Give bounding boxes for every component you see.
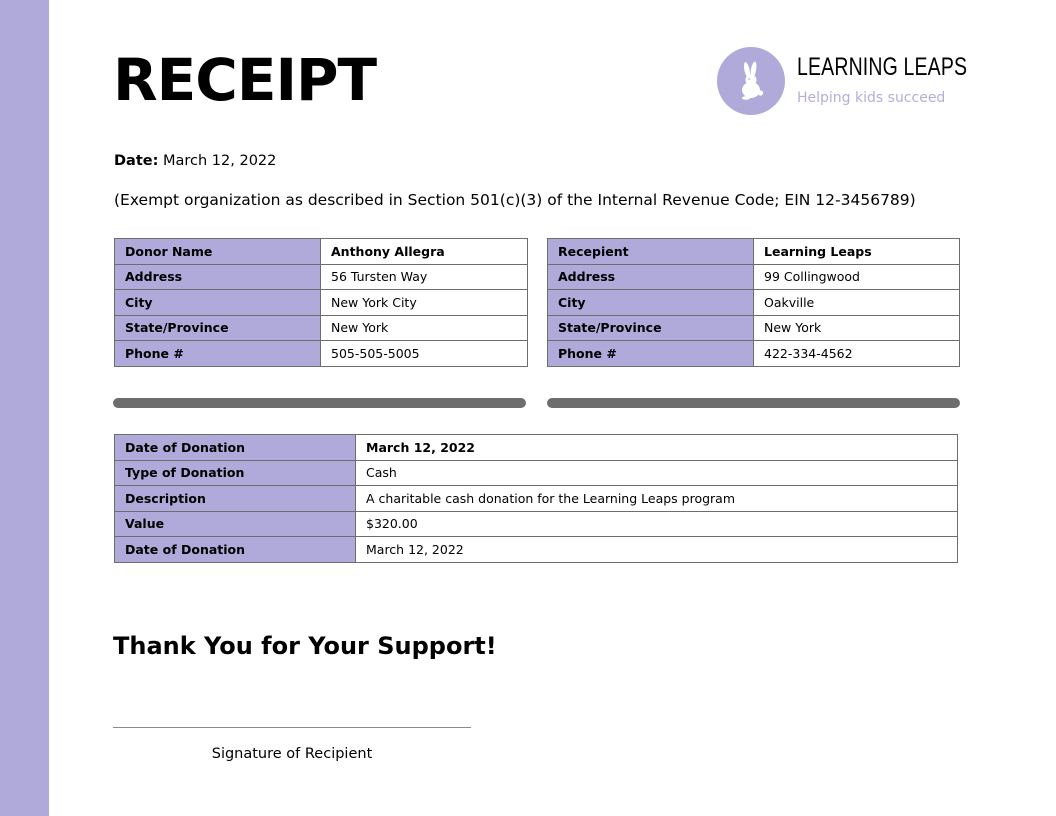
- table-row: [115, 511, 958, 537]
- table-row: [115, 315, 528, 341]
- section-divider-left: [113, 398, 526, 408]
- table-row: [115, 486, 958, 512]
- recipient-info-table: [547, 238, 960, 367]
- donor-phone-value: 505-505-5005: [321, 341, 528, 367]
- table-row: [115, 460, 958, 486]
- donor-city-value: New York City: [321, 290, 528, 316]
- recipient-state-value: New York: [754, 315, 960, 341]
- donation-date-label: Date of Donation: [115, 435, 356, 461]
- donation-value-amount: $320.00: [356, 511, 958, 537]
- exempt-organization-note: (Exempt organization as described in Section 501(c)(3) of the Internal Revenue Code; EIN 12-3456789): [114, 191, 916, 209]
- brand-logo: [717, 47, 785, 115]
- donor-info-table: [114, 238, 528, 367]
- signature-label: Signature of Recipient: [211, 746, 373, 762]
- donation-date-value: March 12, 2022: [356, 435, 958, 461]
- recipient-city-label: City: [548, 290, 754, 316]
- date-value: March 12, 2022: [163, 153, 277, 169]
- recipient-address-label: Address: [548, 264, 754, 290]
- signature-line: [113, 727, 471, 728]
- table-row: [548, 341, 960, 367]
- donation-date-value-repeat: March 12, 2022: [356, 537, 958, 563]
- donor-state-label: State/Province: [115, 315, 321, 341]
- table-row: [115, 537, 958, 563]
- donor-city-label: City: [115, 290, 321, 316]
- donor-name-label: Donor Name: [115, 239, 321, 265]
- rabbit-icon: [733, 61, 769, 101]
- table-row: [115, 290, 528, 316]
- side-accent-bar: [0, 0, 49, 816]
- recipient-phone-value: 422-334-4562: [754, 341, 960, 367]
- table-row: [548, 315, 960, 341]
- table-row: [548, 239, 960, 265]
- recipient-address-value: 99 Collingwood: [754, 264, 960, 290]
- table-row: [115, 435, 958, 461]
- table-row: [115, 341, 528, 367]
- section-divider-right: [547, 398, 960, 408]
- donation-type-label: Type of Donation: [115, 460, 356, 486]
- donor-state-value: New York: [321, 315, 528, 341]
- brand-name: LEARNING LEAPS: [797, 53, 968, 81]
- table-row: [115, 239, 528, 265]
- donation-description-label: Description: [115, 486, 356, 512]
- recipient-phone-label: Phone #: [548, 341, 754, 367]
- page-title: RECEIPT: [113, 46, 377, 114]
- date-label: Date:: [114, 153, 159, 169]
- table-row: [548, 264, 960, 290]
- recipient-city-value: Oakville: [754, 290, 960, 316]
- donor-phone-label: Phone #: [115, 341, 321, 367]
- donor-address-label: Address: [115, 264, 321, 290]
- donation-details-table: [114, 434, 958, 563]
- table-row: [115, 264, 528, 290]
- recipient-name-label: Recepient: [548, 239, 754, 265]
- thank-you-heading: Thank You for Your Support!: [113, 632, 497, 660]
- donation-description-value: A charitable cash donation for the Learning Leaps program: [356, 486, 958, 512]
- table-row: [548, 290, 960, 316]
- recipient-name-value: Learning Leaps: [754, 239, 960, 265]
- donor-name-value: Anthony Allegra: [321, 239, 528, 265]
- receipt-date: [114, 151, 276, 171]
- brand-tagline: Helping kids succeed: [797, 90, 946, 106]
- donation-type-value: Cash: [356, 460, 958, 486]
- recipient-state-label: State/Province: [548, 315, 754, 341]
- donation-value-label: Value: [115, 511, 356, 537]
- donor-address-value: 56 Tursten Way: [321, 264, 528, 290]
- donation-date-label-repeat: Date of Donation: [115, 537, 356, 563]
